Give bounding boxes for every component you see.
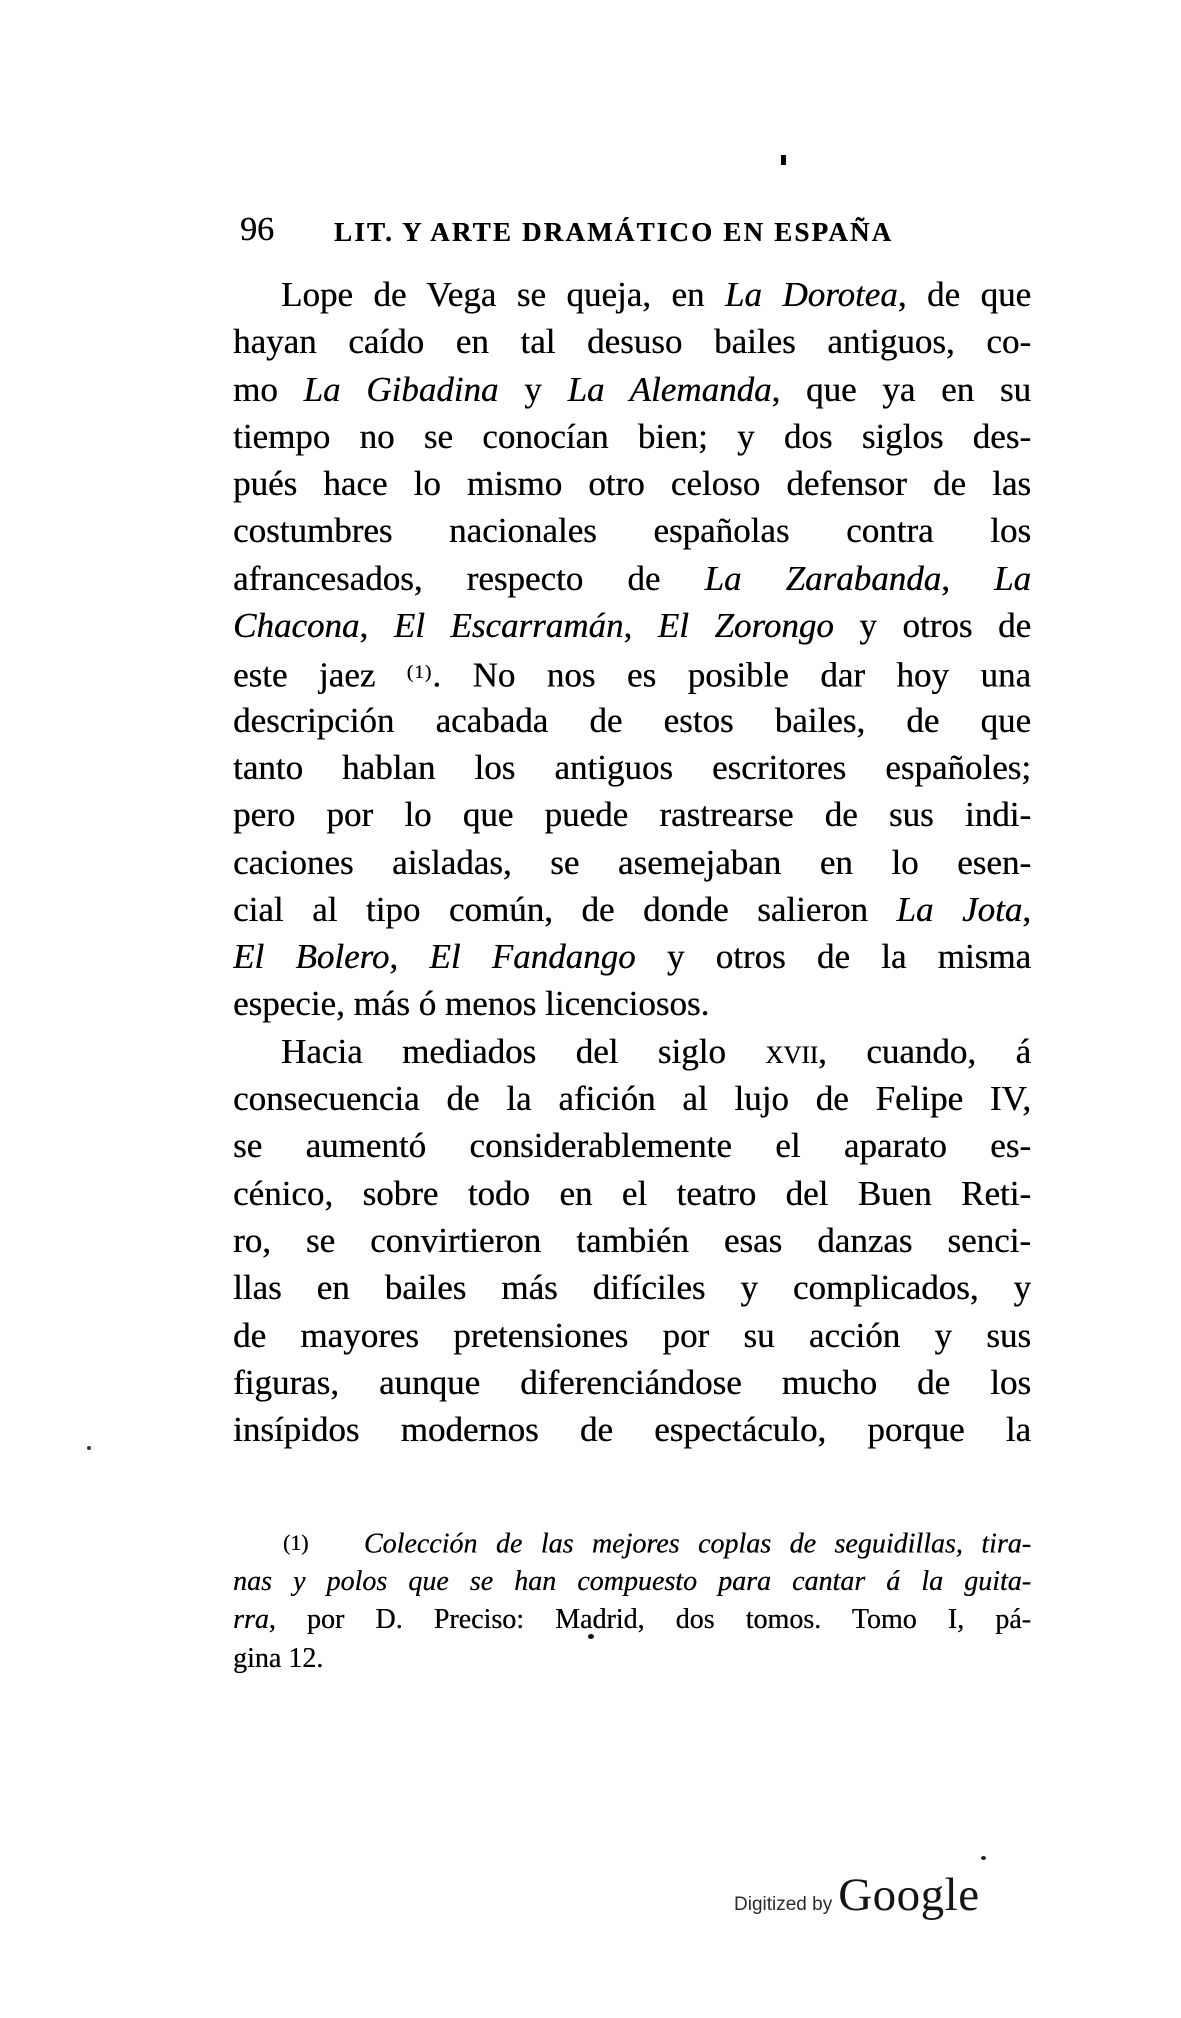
text-line: mo La Gibadina y La Alemanda, que ya en su [233,369,1031,409]
text-line: cial al tipo común, de donde salieron La Jota, [233,889,1031,929]
footnote [233,1524,1031,1678]
text-line: pero por lo que puede rastrearse de sus indi- [233,795,1031,835]
text-line: El Bolero, El Fandango y otros de la misma [233,937,1031,977]
text-line: insípidos modernos de espectáculo, porque la [233,1410,1031,1450]
google-logo: Google [838,1869,980,1921]
text-line: Lope de Vega se queja, en La Dorotea, de que [281,275,1031,314]
text-line: ro, se convirtieron también esas danzas senci- [233,1220,1031,1260]
text-line: nas y polos que se han compuesto para cantar á la guita- [233,1565,1031,1597]
text-line: costumbres nacionales españolas contra los [233,511,1031,551]
text-line: afrancesados, respecto de La Zarabanda, La [233,558,1031,598]
text-line: llas en bailes más difíciles y complicados, y [233,1268,1031,1308]
text-line: Chacona, El Escarramán, El Zorongo y otros de [233,606,1031,646]
text-line: pués hace lo mismo otro celoso defensor de las [233,464,1031,504]
text-line: hayan caído en tal desuso bailes antiguos, co- [233,322,1031,362]
text-line: cénico, sobre todo en el teatro del Buen Reti- [233,1173,1031,1213]
scan-speck [87,1446,91,1450]
text-line: (1) Colección de las mejores coplas de seguidillas, tira- [283,1528,1031,1560]
watermark [734,1868,980,1922]
scan-speck [981,1856,986,1860]
page-number: 96 [240,211,274,248]
text-line: Hacia mediados del siglo xvii, cuando, á [281,1031,1031,1071]
paragraph-1 [233,271,1031,1028]
text-line: especie, más ó menos licenciosos. [233,984,710,1024]
text-line: gina 12. [233,1642,324,1674]
text-line: tiempo no se conocían bien; y dos siglos des- [233,416,1031,456]
text-line: tanto hablan los antiguos escritores españoles; [233,747,1031,787]
text-line: figuras, aunque diferenciándose mucho de los [233,1362,1031,1402]
scan-speck [781,155,786,165]
text-line: rra, por D. Preciso: Madrid, dos tomos. Tomo I, pá- [233,1604,1031,1636]
digitized-by-label: Digitized by [734,1894,833,1915]
paragraph-2 [233,1028,1031,1454]
text-line: se aumentó considerablemente el aparato es- [233,1126,1031,1166]
text-line: este jaez $^{(1)}$. No nos es posible dar hoy una [233,656,1031,696]
text-line: descripción acabada de estos bailes, de que [233,700,1031,740]
body-text [233,271,1031,1453]
text-line: caciones aisladas, se asemejaban en lo esen- [233,842,1031,882]
text-line: de mayores pretensiones por su acción y sus [233,1315,1031,1355]
text-line: consecuencia de la afición al lujo de Felipe IV, [233,1079,1031,1119]
running-title: LIT. Y ARTE DRAMÁTICO EN ESPAÑA [334,217,894,247]
